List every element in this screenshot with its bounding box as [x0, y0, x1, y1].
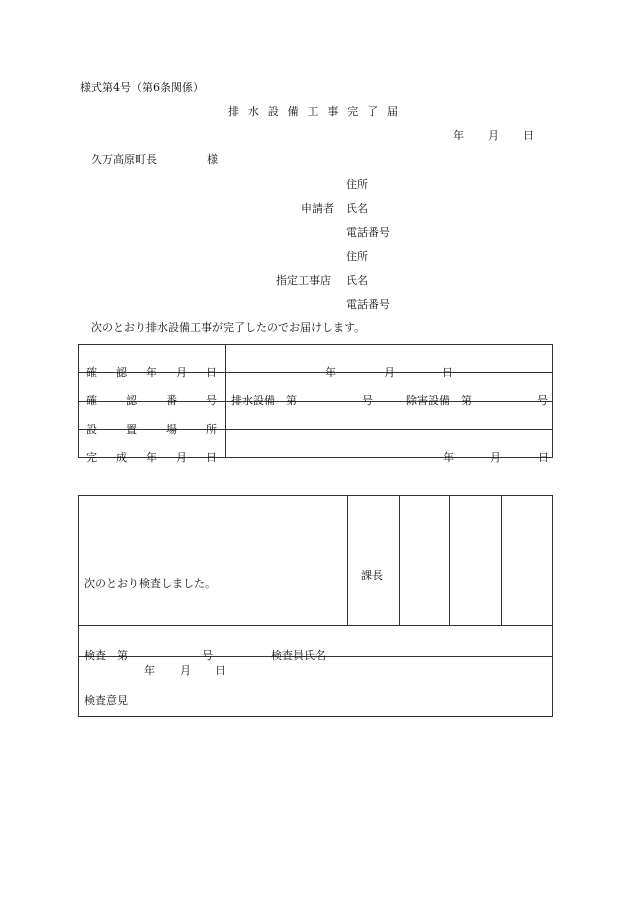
completion-details-table	[78, 344, 553, 464]
label-char: 設	[86, 422, 97, 436]
table-row	[79, 626, 553, 657]
chief-seal-cell[interactable]	[348, 496, 400, 626]
inspection-number-label: 検査 第	[84, 649, 128, 662]
statement: 次のとおり排水設備工事が完了したのでお届けします。	[91, 321, 366, 334]
seal-cell[interactable]	[450, 496, 502, 626]
inspection-year-unit: 年	[144, 663, 155, 677]
label-char: 場	[166, 422, 177, 436]
title-char: 備	[287, 105, 299, 118]
contractor-phone-label: 電話番号	[346, 298, 390, 311]
confirmation-month-unit: 月	[384, 365, 395, 379]
chief-label: 課長	[361, 568, 383, 582]
title-char: 設	[267, 105, 279, 118]
inspected-statement: 次のとおり検査しました。	[84, 576, 216, 590]
completion-year-unit: 年	[443, 450, 454, 464]
seal-cell[interactable]	[502, 496, 553, 626]
abatement-number-unit: 号	[537, 394, 548, 407]
label-char: 所	[206, 422, 217, 436]
applicant-label: 申請者	[301, 202, 334, 215]
drainage-number-unit: 号	[362, 394, 373, 407]
seal-cell[interactable]	[400, 496, 450, 626]
table-row	[79, 496, 553, 626]
inspection-table	[78, 495, 553, 717]
label-char: 日	[206, 450, 217, 464]
title-char: 完	[347, 105, 359, 118]
title-char: 工	[307, 105, 319, 118]
completion-month-unit: 月	[490, 450, 501, 464]
applicant-address-label: 住所	[346, 178, 368, 191]
inspection-number-unit: 号	[202, 649, 213, 662]
contractor-label: 指定工事店	[276, 274, 331, 287]
document-title	[228, 105, 398, 119]
drainage-equipment-label: 排水設備 第	[231, 394, 297, 407]
submission-date-year: 年	[453, 129, 464, 142]
completion-day-unit: 日	[538, 450, 549, 464]
title-char: 水	[247, 105, 259, 118]
table-row	[79, 345, 553, 373]
applicant-name-label: 氏名	[346, 202, 368, 215]
completion-date-value-cell[interactable]	[226, 430, 553, 464]
confirmation-date-value-cell[interactable]	[226, 345, 553, 379]
submission-date-month: 月	[488, 129, 499, 142]
form-number: 様式第4号（第6条関係）	[80, 81, 204, 94]
confirmation-day-unit: 日	[442, 365, 453, 379]
title-char: 届	[387, 105, 398, 118]
label-char: 番	[166, 394, 177, 407]
abatement-equipment-label: 除害設備 第	[406, 394, 472, 407]
inspector-name-label: 検査員氏名	[271, 649, 326, 662]
inspection-day-unit: 日	[215, 663, 226, 677]
applicant-phone-label: 電話番号	[346, 226, 390, 239]
label-char: 確	[86, 394, 97, 407]
title-char: 了	[367, 105, 379, 118]
title-char: 事	[327, 105, 339, 118]
label-char: 月	[176, 450, 187, 464]
confirmation-date-label-cell	[79, 345, 226, 379]
inspection-month-unit: 月	[180, 663, 191, 677]
inspection-opinion-label: 検査意見	[84, 693, 128, 707]
label-char: 年	[146, 450, 157, 464]
contractor-address-label: 住所	[346, 250, 368, 263]
label-char: 年	[146, 365, 157, 379]
confirmation-year-unit: 年	[325, 365, 336, 379]
label-char: 確	[86, 365, 97, 379]
inspection-number-cell[interactable]	[79, 626, 553, 662]
contractor-name-label: 氏名	[346, 274, 368, 287]
label-char: 認	[126, 394, 137, 407]
label-char: 完	[86, 450, 97, 464]
title-char: 排	[228, 105, 239, 118]
label-char: 号	[206, 394, 217, 407]
label-char: 日	[206, 365, 217, 379]
submission-date-day: 日	[523, 129, 534, 142]
label-char: 置	[126, 422, 137, 436]
label-char: 月	[176, 365, 187, 379]
addressee: 久万高原町長	[91, 153, 157, 166]
addressee-honorific: 様	[207, 153, 218, 166]
label-char: 成	[116, 450, 127, 464]
label-char: 認	[116, 365, 127, 379]
